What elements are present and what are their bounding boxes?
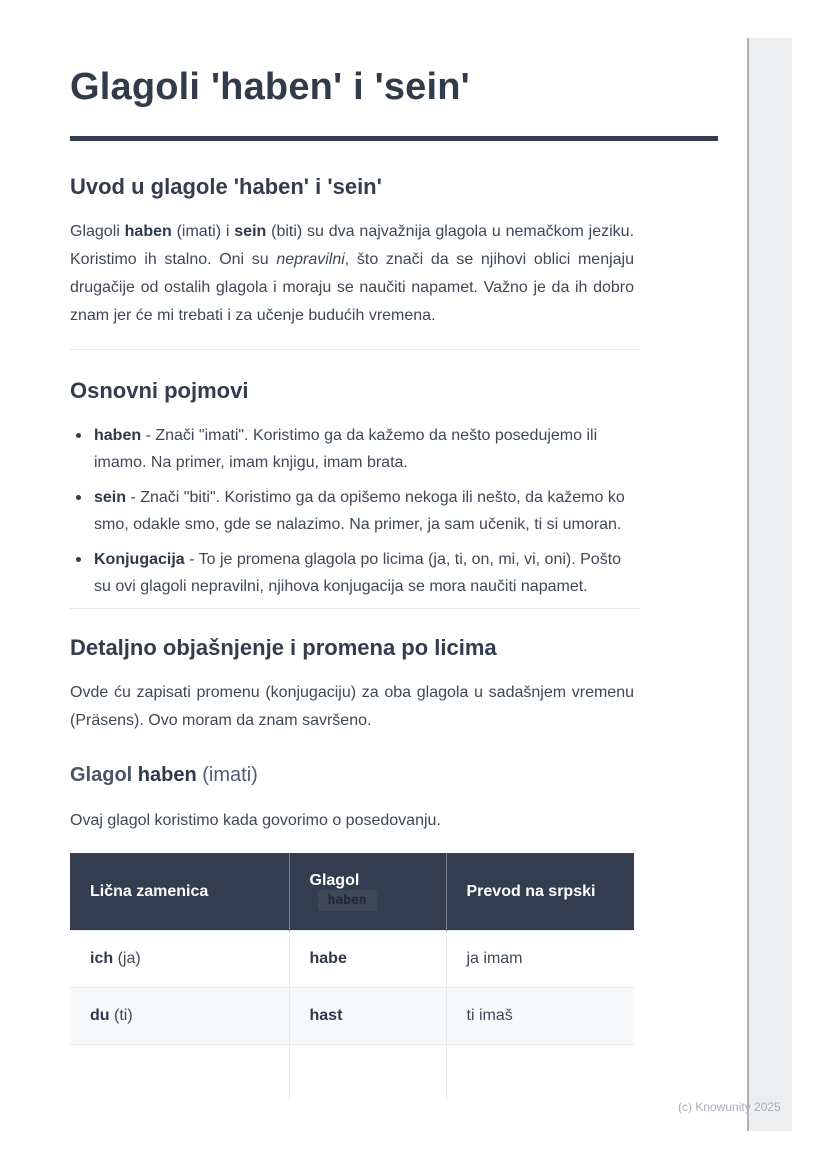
cell-verb [289, 1045, 446, 1101]
table-header-row [70, 853, 634, 931]
intro-term-haben: haben [124, 223, 172, 240]
cell-translation: ja imam [446, 931, 634, 988]
subheading-suffix: (imati) [196, 764, 258, 786]
document-content [70, 0, 718, 1133]
cell-translation [446, 1045, 634, 1101]
basics-list [70, 422, 634, 600]
cell-pronoun [70, 931, 289, 988]
cell-verb [289, 988, 446, 1045]
title-rule [70, 136, 718, 141]
haben-paragraph: Ovaj glagol koristimo kada govorimo o posedovanju. [70, 812, 441, 829]
column-header-pronoun: Lična zamenica [70, 853, 289, 931]
pronoun-serbian: (ti) [109, 1007, 133, 1024]
heading-detail: Detaljno objašnjenje i promena po licima [70, 635, 497, 660]
column-header-verb-label: Glagol [309, 872, 360, 889]
heading-basics: Osnovni pojmovi [70, 378, 249, 403]
bullet-icon [76, 557, 81, 562]
cell-pronoun [70, 1045, 289, 1101]
bullet-icon [76, 495, 81, 500]
column-header-verb [289, 853, 446, 931]
column-header-translation: Prevod na srpski [446, 853, 634, 931]
section-divider [70, 608, 640, 609]
page-edge-strip [747, 38, 792, 1131]
copyright-note: (c) Knowunity 2025 [678, 1100, 781, 1114]
pronoun-german: du [90, 1007, 110, 1024]
intro-run: Glagoli [70, 223, 125, 240]
list-item-text: - Znači "biti". Koristimo ga da opišemo nekoga ili nešto, da kažemo ko smo, odakle smo, gde se nalazimo. Na primer, ja sam učenik, ti si umoran. [94, 489, 625, 533]
cell-translation: ti imaš [446, 988, 634, 1045]
page-title: Glagoli 'haben' i 'sein' [70, 66, 470, 108]
intro-italic-nepravilni: nepravilni [276, 251, 345, 268]
subheading-prefix: Glagol [70, 764, 138, 786]
list-item-text: - Znači "imati". Koristimo ga da kažemo da nešto posedujemo ili imamo. Na primer, imam knjigu, imam brata. [94, 427, 598, 471]
list-item [70, 546, 634, 600]
conjugation-table [70, 853, 634, 1101]
heading-glagol-haben [70, 761, 718, 789]
intro-run: (biti) su dva najvažnija glagola u nemačkom jeziku. Koristimo ih stalno. Oni su [70, 223, 635, 268]
table-row [70, 988, 634, 1045]
verb-form: hast [309, 1007, 343, 1024]
list-item [70, 484, 634, 538]
pronoun-serbian: (ja) [113, 950, 141, 967]
verb-form: habe [309, 950, 347, 967]
verb-code-chip: haben [318, 890, 377, 911]
list-item-term: sein [94, 489, 127, 506]
pronoun-german: ich [90, 950, 114, 967]
table-row [70, 931, 634, 988]
heading-intro: Uvod u glagole 'haben' i 'sein' [70, 174, 382, 199]
list-item-term: Konjugacija [94, 551, 185, 568]
intro-run: , što znači da se njihovi oblici menjaju drugačije od ostalih glagola i moraju se naučiti napamet. Važno je da ih dobro znam jer će mi trebati i za učenje budućih vremena. [70, 251, 635, 324]
list-item-text: - To je promena glagola po licima (ja, ti, on, mi, vi, oni). Pošto su ovi glagoli nepravilni, njihova konjugacija se mora naučiti napamet. [94, 551, 622, 595]
intro-paragraph [70, 218, 634, 330]
list-item-term: haben [94, 427, 142, 444]
cell-verb [289, 931, 446, 988]
intro-run: (imati) i [171, 223, 235, 240]
detail-paragraph: Ovde ću zapisati promenu (konjugaciju) za oba glagola u sadašnjem vremenu (Präsens). Ovo moram da znam savršeno. [70, 684, 634, 729]
intro-term-sein: sein [234, 223, 267, 240]
subheading-verb: haben [137, 764, 197, 786]
list-item [70, 422, 634, 476]
cell-pronoun [70, 988, 289, 1045]
bullet-icon [76, 433, 81, 438]
section-divider [70, 349, 640, 350]
table-row-clipped [70, 1045, 634, 1101]
